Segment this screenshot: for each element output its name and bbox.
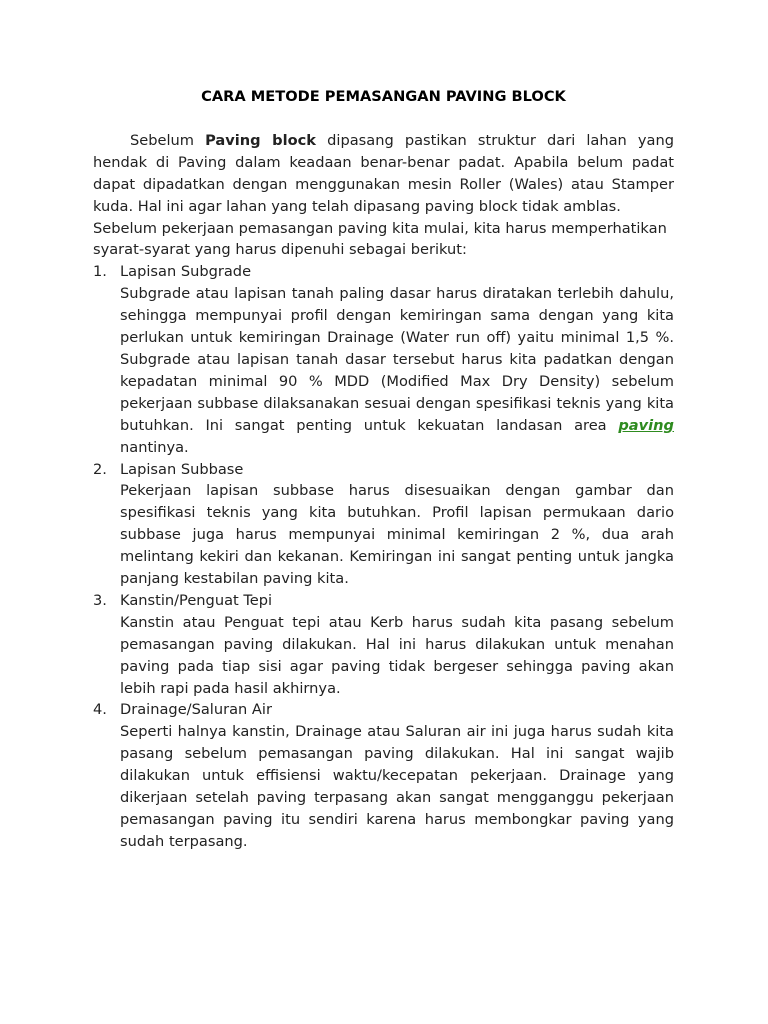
document-page — [93, 86, 674, 853]
list-item-body — [120, 283, 674, 458]
list-item-heading: Lapisan Subgrade — [120, 263, 252, 281]
list-item-subgrade — [93, 261, 674, 458]
list-item-heading: Drainage/Saluran Air — [120, 701, 272, 719]
list-item-body-end: nantinya. — [120, 438, 189, 456]
intro-paragraph — [93, 130, 674, 218]
intro-bold-term: Paving block — [205, 131, 317, 149]
requirements-intro: Sebelum pekerjaan pemasangan paving kita mulai, kita harus memperhatikan syarat-syarat yang harus dipenuhi sebagai berikut: — [93, 219, 667, 259]
list-item-heading: Lapisan Subbase — [120, 460, 244, 478]
list-item-number: 1. — [93, 263, 107, 281]
list-item-number: 2. — [93, 460, 107, 478]
requirements-list — [93, 261, 674, 852]
list-item-body: Pekerjaan lapisan subbase harus disesuaikan dengan gambar dan spesifikasi teknis yang kita butuhkan. Profil lapisan permukaan dario subbase juga harus mempunyai minimal kemiringan 2 %, dua arah melintang kekiri dan kekanan. Kemiringan ini sangat penting untuk jangka panjang kestabilan paving kita. — [120, 482, 674, 588]
paving-link[interactable]: paving — [618, 416, 674, 434]
list-item-number: 4. — [93, 701, 107, 719]
document-title: CARA METODE PEMASANGAN PAVING BLOCK — [201, 88, 566, 105]
list-item-body: Kanstin atau Penguat tepi atau Kerb harus sudah kita pasang sebelum pemasangan paving dilakukan. Hal ini harus dilakukan untuk menahan paving pada tiap sisi agar paving tidak bergeser sehingga paving akan lebih rapi pada hasil akhirnya. — [120, 613, 674, 697]
list-item-number: 3. — [93, 591, 107, 609]
list-item-drainage — [93, 699, 674, 852]
list-item-body: Seperti halnya kanstin, Drainage atau Saluran air ini juga harus sudah kita pasang sebelum pemasangan paving dilakukan. Hal ini sangat wajib dilakukan untuk effisiensi waktu/kecepatan pekerjaan. Drainage yang dikerjaan setelah paving terpasang akan sangat mengganggu pekerjaan pemasangan paving itu sendiri karena harus membongkar paving yang sudah terpasang. — [120, 723, 674, 850]
list-item-body-text: Subgrade atau lapisan tanah paling dasar harus diratakan terlebih dahulu, sehingga mempunyai profil dengan kemiringan sama dengan yang kita perlukan untuk kemiringan Drainage (Water run off) yaitu minimal 1,5 %. Subgrade atau lapisan tanah dasar tersebut harus kita padatkan dengan kepadatan minimal 90 % MDD (Modified Max Dry Density) sebelum pekerjaan subbase dilaksanakan sesuai dengan spesifikasi teknis yang kita butuhkan. Ini sangat penting untuk kekuatan landasan area — [120, 285, 674, 434]
intro-lead: Sebelum — [130, 131, 195, 149]
list-item-kanstin — [93, 590, 674, 700]
list-item-heading: Kanstin/Penguat Tepi — [120, 591, 273, 609]
list-item-subbase — [93, 459, 674, 590]
intro-rest: dipasang pastikan struktur dari lahan yang hendak di Paving dalam keadaan benar-benar padat. Apabila belum padat dapat dipadatkan dengan menggunakan mesin Roller (Wales) atau Stamper kuda. Hal ini agar lahan yang telah dipasang paving block tidak amblas. — [93, 131, 675, 215]
